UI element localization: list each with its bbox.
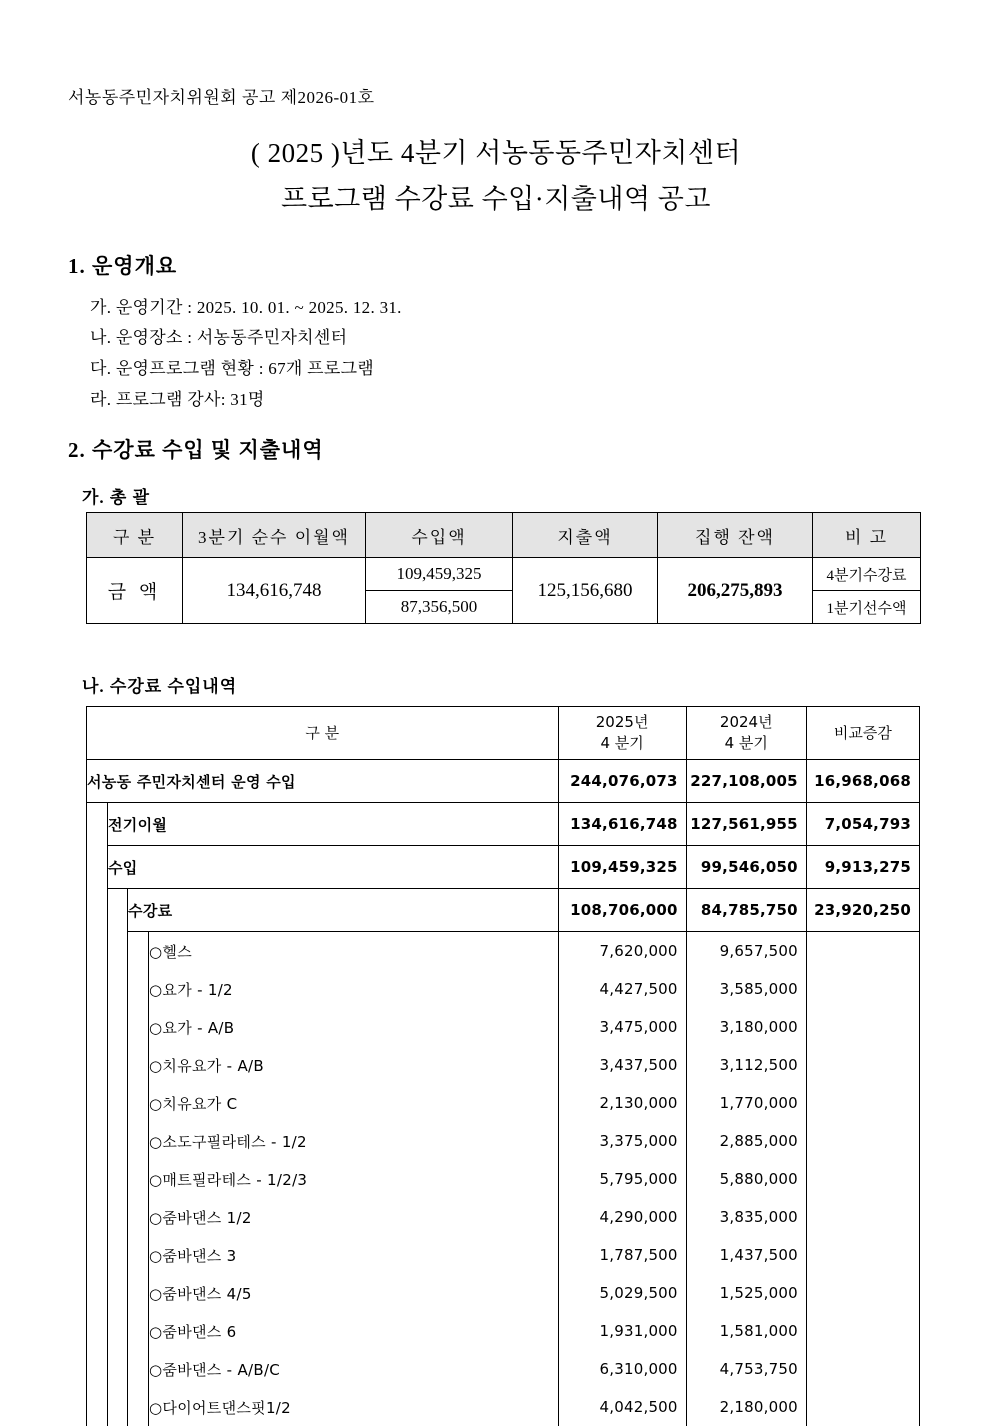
income-table-body — [87, 760, 920, 1426]
indent-spacer — [128, 1122, 149, 1160]
indent-spacer — [108, 1274, 128, 1312]
indent-spacer — [108, 1008, 128, 1046]
indent-spacer — [108, 932, 128, 971]
indent-spacer — [128, 1312, 149, 1350]
value-2024: 1,581,000 — [686, 1312, 806, 1350]
indent-spacer — [87, 803, 108, 846]
indent-spacer — [87, 889, 108, 932]
table-row — [87, 1160, 920, 1198]
summary-row-label: 금 액 — [87, 558, 183, 624]
value-2025: 4,427,500 — [558, 970, 686, 1008]
summary-table — [86, 512, 921, 624]
value-2024: 84,785,750 — [686, 889, 806, 932]
indent-spacer — [87, 1046, 108, 1084]
value-2025: 2,130,000 — [558, 1084, 686, 1122]
indent-spacer — [108, 1160, 128, 1198]
income-header-row — [87, 707, 920, 760]
indent-spacer — [128, 1008, 149, 1046]
summary-expense-value: 125,156,680 — [513, 558, 658, 624]
value-2024: 2,180,000 — [686, 1388, 806, 1426]
row-label: 서농동 주민자치센터 운영 수입 — [87, 760, 559, 803]
indent-spacer — [87, 846, 108, 889]
value-diff — [806, 1008, 919, 1046]
value-2025: 3,375,000 — [558, 1122, 686, 1160]
value-2024: 99,546,050 — [686, 846, 806, 889]
table-row — [87, 1236, 920, 1274]
indent-spacer — [87, 1122, 108, 1160]
value-2024: 5,880,000 — [686, 1160, 806, 1198]
indent-spacer — [87, 1312, 108, 1350]
section-2-heading: 2. 수강료 수입 및 지출내역 — [68, 434, 324, 464]
table-row — [87, 1388, 920, 1426]
indent-spacer — [128, 1160, 149, 1198]
summary-header-category: 구 분 — [87, 513, 183, 558]
value-2024: 9,657,500 — [686, 932, 806, 971]
indent-spacer — [108, 970, 128, 1008]
value-2024: 1,770,000 — [686, 1084, 806, 1122]
value-2025: 244,076,073 — [558, 760, 686, 803]
indent-spacer — [108, 1350, 128, 1388]
value-diff — [806, 1122, 919, 1160]
indent-spacer — [108, 1084, 128, 1122]
row-label: 전기이월 — [108, 803, 559, 846]
summary-income-upper-value: 109,459,325 — [366, 558, 513, 591]
indent-spacer — [87, 932, 108, 971]
subsection-b-heading: 나. 수강료 수입내역 — [82, 672, 237, 697]
income-header-2024-quarter: 4 분기 — [687, 733, 806, 754]
indent-spacer — [108, 1388, 128, 1426]
income-header-2025-year: 2025년 — [559, 712, 686, 733]
indent-spacer — [87, 1160, 108, 1198]
value-diff — [806, 1312, 919, 1350]
value-2025: 7,620,000 — [558, 932, 686, 971]
title-line-1: ( 2025 )년도 4분기 서농동동주민자치센터 — [0, 130, 992, 176]
income-header-2025 — [558, 707, 686, 760]
indent-spacer — [128, 970, 149, 1008]
value-diff — [806, 970, 919, 1008]
row-label: ○줌바댄스 4/5 — [149, 1274, 558, 1312]
value-2025: 5,795,000 — [558, 1160, 686, 1198]
value-diff: 9,913,275 — [806, 846, 919, 889]
table-row — [87, 1122, 920, 1160]
summary-note-upper: 4분기수강료 — [813, 558, 921, 591]
subsection-a-heading: 가. 총 괄 — [82, 483, 150, 508]
value-2025: 1,931,000 — [558, 1312, 686, 1350]
table-row — [87, 1198, 920, 1236]
value-2024: 3,112,500 — [686, 1046, 806, 1084]
row-label: 수입 — [108, 846, 559, 889]
indent-spacer — [128, 1388, 149, 1426]
row-label: ○치유요가 C — [149, 1084, 558, 1122]
indent-spacer — [87, 1008, 108, 1046]
section-1-item-1: 나. 운영장소 : 서농동주민자치센터 — [90, 323, 347, 348]
indent-spacer — [108, 1046, 128, 1084]
row-label: ○다이어트댄스핏1/2 — [149, 1388, 558, 1426]
indent-spacer — [128, 1198, 149, 1236]
table-row — [87, 889, 920, 932]
indent-spacer — [128, 1084, 149, 1122]
row-label: ○소도구필라테스 - 1/2 — [149, 1122, 558, 1160]
value-diff — [806, 1160, 919, 1198]
row-label: ○매트필라테스 - 1/2/3 — [149, 1160, 558, 1198]
indent-spacer — [128, 932, 149, 971]
income-table — [86, 706, 920, 1426]
summary-carryover-value: 134,616,748 — [183, 558, 366, 624]
value-diff: 7,054,793 — [806, 803, 919, 846]
summary-row-upper — [87, 558, 921, 591]
income-table-container — [86, 706, 920, 1426]
value-2024: 3,180,000 — [686, 1008, 806, 1046]
indent-spacer — [108, 889, 128, 932]
value-diff: 16,968,068 — [806, 760, 919, 803]
title-line-2: 프로그램 수강료 수입·지출내역 공고 — [0, 176, 992, 222]
document-title — [0, 130, 992, 222]
indent-spacer — [87, 1350, 108, 1388]
value-2025: 134,616,748 — [558, 803, 686, 846]
indent-spacer — [108, 1198, 128, 1236]
value-2025: 5,029,500 — [558, 1274, 686, 1312]
value-2024: 127,561,955 — [686, 803, 806, 846]
value-diff — [806, 1084, 919, 1122]
value-diff — [806, 1198, 919, 1236]
summary-header-income: 수입액 — [366, 513, 513, 558]
row-label: ○줌바댄스 3 — [149, 1236, 558, 1274]
table-row — [87, 846, 920, 889]
table-row — [87, 1008, 920, 1046]
table-row — [87, 1084, 920, 1122]
row-label: ○치유요가 - A/B — [149, 1046, 558, 1084]
indent-spacer — [87, 1084, 108, 1122]
summary-header-balance: 집행 잔액 — [658, 513, 813, 558]
value-2025: 3,475,000 — [558, 1008, 686, 1046]
indent-spacer — [128, 1046, 149, 1084]
table-row — [87, 803, 920, 846]
row-label: ○헬스 — [149, 932, 558, 971]
row-label: ○요가 - 1/2 — [149, 970, 558, 1008]
row-label: 수강료 — [128, 889, 559, 932]
summary-table-container — [86, 512, 921, 624]
value-2025: 4,042,500 — [558, 1388, 686, 1426]
table-row — [87, 932, 920, 971]
indent-spacer — [87, 1388, 108, 1426]
indent-spacer — [87, 1236, 108, 1274]
value-2024: 1,525,000 — [686, 1274, 806, 1312]
indent-spacer — [108, 1236, 128, 1274]
indent-spacer — [87, 970, 108, 1008]
summary-header-carryover: 3분기 순수 이월액 — [183, 513, 366, 558]
value-2025: 1,787,500 — [558, 1236, 686, 1274]
row-label: ○줌바댄스 6 — [149, 1312, 558, 1350]
value-2024: 2,885,000 — [686, 1122, 806, 1160]
table-row — [87, 1046, 920, 1084]
summary-header-note: 비 고 — [813, 513, 921, 558]
table-row — [87, 760, 920, 803]
value-diff — [806, 1274, 919, 1312]
value-2025: 108,706,000 — [558, 889, 686, 932]
table-row — [87, 1312, 920, 1350]
table-row — [87, 1274, 920, 1312]
value-2024: 227,108,005 — [686, 760, 806, 803]
income-header-category: 구 분 — [87, 707, 559, 760]
row-label: ○줌바댄스 1/2 — [149, 1198, 558, 1236]
value-2024: 3,585,000 — [686, 970, 806, 1008]
table-row — [87, 970, 920, 1008]
indent-spacer — [87, 1198, 108, 1236]
summary-balance-value: 206,275,893 — [658, 558, 813, 624]
value-diff: 23,920,250 — [806, 889, 919, 932]
section-1-item-3: 라. 프로그램 강사: 31명 — [90, 385, 265, 410]
section-1-item-2: 다. 운영프로그램 현황 : 67개 프로그램 — [90, 354, 374, 379]
value-2025: 4,290,000 — [558, 1198, 686, 1236]
value-2025: 6,310,000 — [558, 1350, 686, 1388]
document-number: 서농동주민자치위원회 공고 제2026-01호 — [68, 83, 375, 108]
section-1-heading: 1. 운영개요 — [68, 250, 177, 280]
value-2025: 3,437,500 — [558, 1046, 686, 1084]
value-2024: 4,753,750 — [686, 1350, 806, 1388]
indent-spacer — [128, 1350, 149, 1388]
value-diff — [806, 1350, 919, 1388]
summary-header-row — [87, 513, 921, 558]
income-header-2025-quarter: 4 분기 — [559, 733, 686, 754]
indent-spacer — [128, 1236, 149, 1274]
income-header-2024-year: 2024년 — [687, 712, 806, 733]
indent-spacer — [108, 1312, 128, 1350]
income-header-diff: 비교증감 — [806, 707, 919, 760]
indent-spacer — [128, 1274, 149, 1312]
income-header-2024 — [686, 707, 806, 760]
value-diff — [806, 1046, 919, 1084]
row-label: ○요가 - A/B — [149, 1008, 558, 1046]
value-2024: 3,835,000 — [686, 1198, 806, 1236]
indent-spacer — [87, 1274, 108, 1312]
value-diff — [806, 932, 919, 971]
summary-header-expense: 지출액 — [513, 513, 658, 558]
row-label: ○줌바댄스 - A/B/C — [149, 1350, 558, 1388]
section-1-item-0: 가. 운영기간 : 2025. 10. 01. ~ 2025. 12. 31. — [90, 293, 402, 318]
value-2024: 1,437,500 — [686, 1236, 806, 1274]
value-2025: 109,459,325 — [558, 846, 686, 889]
table-row — [87, 1350, 920, 1388]
summary-income-lower-value: 87,356,500 — [366, 591, 513, 624]
indent-spacer — [108, 1122, 128, 1160]
summary-note-lower: 1분기선수액 — [813, 591, 921, 624]
value-diff — [806, 1388, 919, 1426]
value-diff — [806, 1236, 919, 1274]
